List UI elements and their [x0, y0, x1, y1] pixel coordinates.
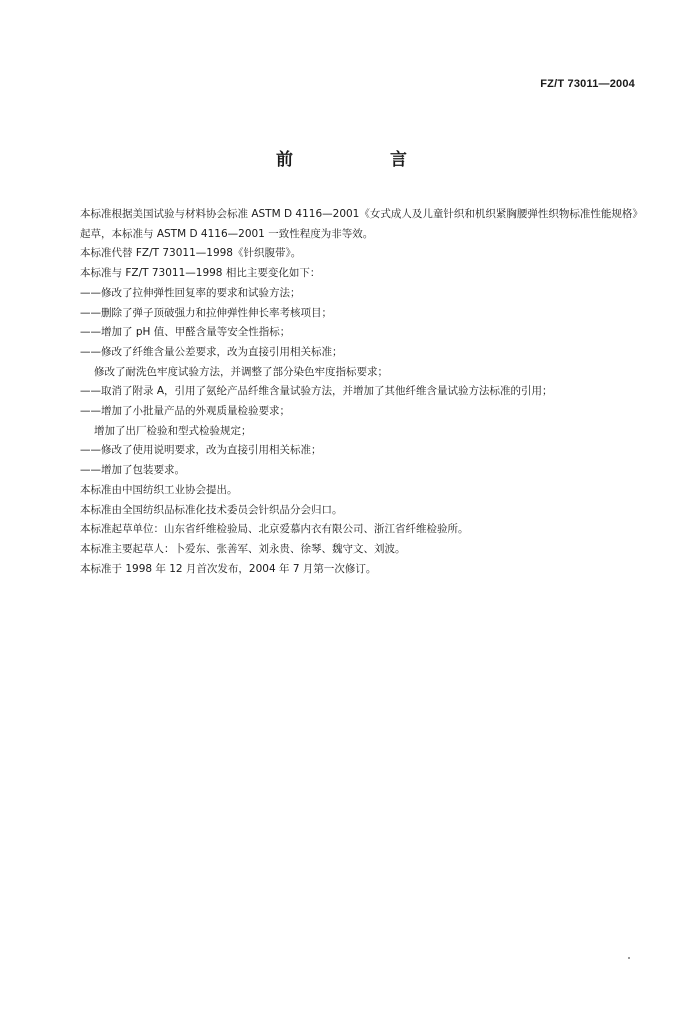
change-item-7: ——修改了使用说明要求，改为直接引用相关标准；: [80, 444, 322, 457]
scan-speck: [628, 957, 630, 959]
change-item-5: ——取消了附录 A，引用了氨纶产品纤维含量试验方法，并增加了其他纤维含量试验方法标准的引用；: [80, 385, 553, 398]
paragraph-changes-intro: 本标准与 FZ/T 73011—1998 相比主要变化如下：: [80, 267, 321, 280]
paragraph-replaces: 本标准代替 FZ/T 73011—1998《针织腹带》。: [80, 247, 302, 260]
change-item-1: ——修改了拉伸弹性回复率的要求和试验方法；: [80, 286, 301, 299]
change-item-8: ——增加了包装要求。: [80, 464, 185, 477]
foreword-body: [58, 205, 640, 579]
change-item-2: ——删除了弹子顶破强力和拉伸弹性伸长率考核项目；: [80, 306, 332, 319]
page-title: 前 言: [276, 150, 447, 170]
change-item-6: ——增加了小批量产品的外观质量检验要求；: [80, 405, 290, 418]
paragraph-history: 本标准于 1998 年 12 月首次发布，2004 年 7 月第一次修订。: [80, 562, 377, 575]
paragraph-drafters: 本标准主要起草人：卜爱东、张善军、刘永贵、徐琴、魏守文、刘波。: [80, 542, 406, 555]
change-item-4-continued: 修改了耐洗色牢度试验方法，并调整了部分染色牢度指标要求；: [94, 365, 388, 378]
standard-code: FZ/T 73011—2004: [540, 78, 635, 90]
paragraph-administrator: 本标准由全国纺织品标准化技术委员会针织品分会归口。: [80, 503, 343, 516]
paragraph-proposer: 本标准由中国纺织工业协会提出。: [80, 483, 238, 496]
paragraph-drafting-units: 本标准起草单位：山东省纤维检验局、北京爱慕内衣有限公司、浙江省纤维检验所。: [80, 523, 469, 536]
change-item-6-continued: 增加了出厂检验和型式检验规定；: [94, 424, 252, 437]
change-item-4: ——修改了纤维含量公差要求，改为直接引用相关标准；: [80, 345, 343, 358]
change-item-3: ——增加了 pH 值、甲醛含量等安全性指标；: [80, 326, 291, 339]
paragraph-basis: 本标准根据美国试验与材料协会标准 ASTM D 4116—2001《女式成人及儿童针织和机织紧胸腰弹性织物标准性能规格》起草，本标准与 ASTM D 4116—2001 一致性程度为非等效。: [80, 208, 638, 240]
